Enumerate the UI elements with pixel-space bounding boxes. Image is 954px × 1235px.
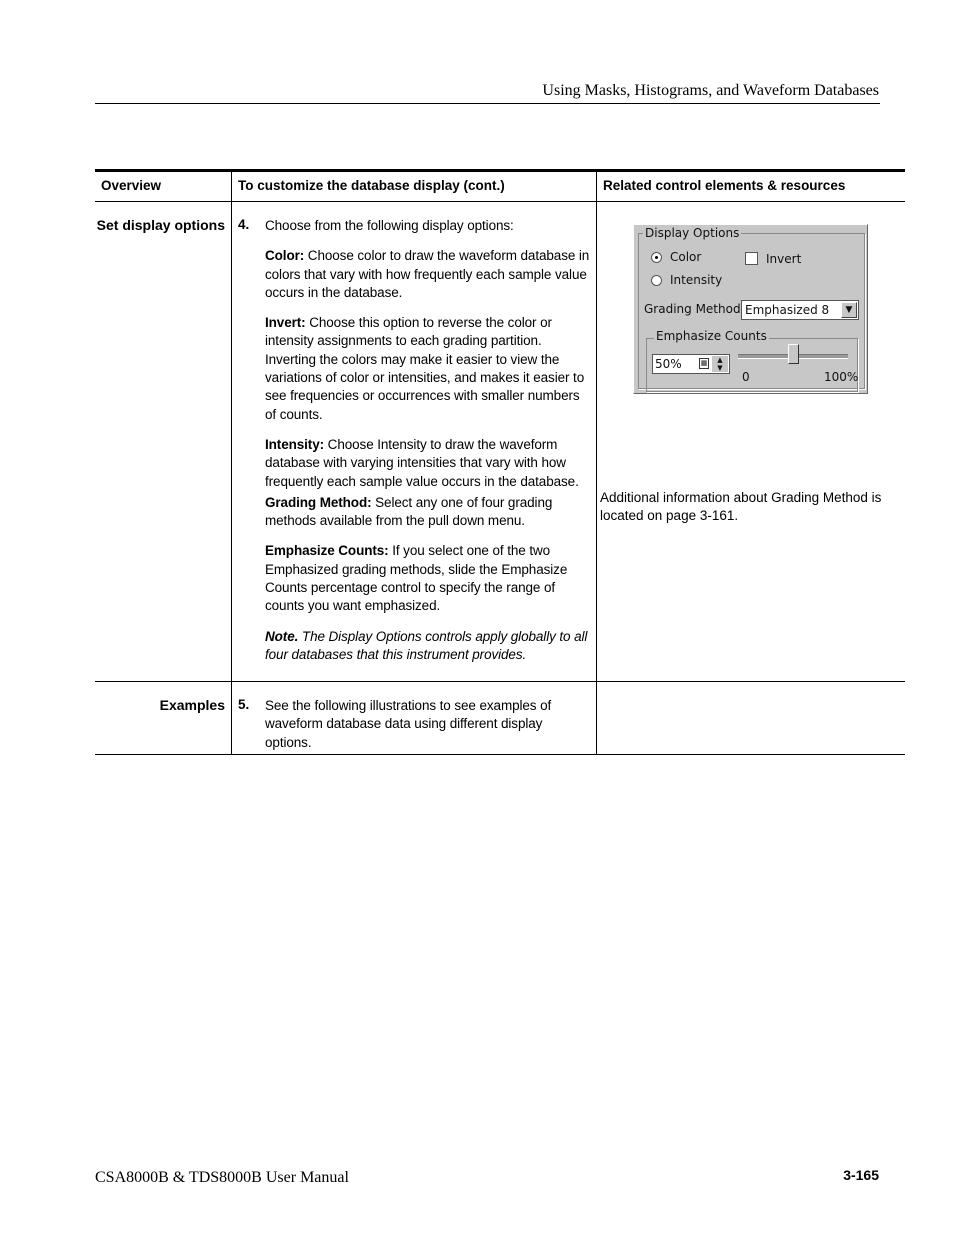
- resources-cell: [596, 682, 905, 754]
- emphasize-counts-input[interactable]: [652, 354, 730, 374]
- desc: Choose Intensity to draw the waveform database with varying intensities that vary with how frequently each sample value occurs in the database.: [265, 436, 579, 489]
- step-5: [231, 682, 596, 754]
- footer-manual-title: CSA8000B & TDS8000B User Manual: [95, 1169, 349, 1186]
- step-text: See the following illustrations to see examples of waveform database data using different display options.: [265, 698, 552, 750]
- display-options-dialog: [633, 224, 868, 394]
- term: Grading Method:: [265, 494, 372, 510]
- intensity-radio[interactable]: [651, 275, 662, 286]
- term: Invert:: [265, 315, 306, 331]
- step-number: 4.: [238, 217, 250, 232]
- desc: Choose color to draw the waveform database in colors that vary with how frequently each sample value occurs in the database.: [265, 248, 590, 300]
- grading-method-reference: Additional information about Grading Method is located on page 3-161.: [600, 490, 882, 524]
- color-radio[interactable]: [651, 252, 662, 263]
- term: Emphasize Counts:: [265, 543, 389, 559]
- slider-max-label: 100%: [824, 370, 859, 384]
- emphasize-counts-value: 50%: [655, 357, 682, 371]
- emphasize-counts-title: Emphasize Counts: [656, 329, 767, 343]
- table-row: [95, 682, 905, 755]
- step-intro: Choose from the following display options:: [265, 218, 514, 233]
- step-number: 5.: [238, 697, 250, 712]
- table-header-row: [95, 172, 905, 202]
- header-rule: [95, 103, 880, 104]
- color-label: Color: [670, 250, 702, 264]
- overview-set-display-options: Set display options: [96, 217, 225, 233]
- desc: Choose this option to reverse the color or intensity assignments to each grading partition. Inverting the colors may make it easier to view the variations of color or intensities, and makes it easier to see frequencies or occurrences with smaller numbers of counts.: [265, 315, 585, 422]
- col-header-procedure: To customize the database display (cont.): [231, 172, 596, 201]
- invert-checkbox[interactable]: [745, 252, 758, 265]
- overview-examples: Examples: [159, 697, 225, 713]
- note-text: The Display Options controls apply globally to all four databases that this instrument provides.: [265, 628, 588, 662]
- term: Intensity:: [265, 436, 325, 452]
- option-emphasize-counts: [265, 542, 590, 615]
- chevron-down-icon[interactable]: ▼: [841, 302, 857, 318]
- emphasize-slider-thumb[interactable]: [788, 344, 799, 364]
- radio-selected-dot: [655, 256, 658, 259]
- option-invert: [265, 314, 590, 424]
- grading-method-select[interactable]: [741, 300, 859, 320]
- step-4: [231, 202, 596, 681]
- slider-min-label: 0: [742, 370, 750, 384]
- grading-method-label: Grading Method: [644, 302, 741, 316]
- page-number: 3-165: [843, 1167, 879, 1183]
- running-header: Using Masks, Histograms, and Waveform Databases: [542, 82, 879, 99]
- note-term: Note.: [265, 628, 299, 644]
- spin-arrows-icon[interactable]: ▲ ▼: [712, 356, 728, 372]
- term: Color:: [265, 248, 305, 264]
- option-grading-method: [265, 494, 590, 531]
- grading-method-value: Emphasized 8: [745, 303, 830, 317]
- keypad-icon[interactable]: ▦: [700, 359, 708, 367]
- col-header-resources: Related control elements & resources: [596, 172, 905, 201]
- group-title: Display Options: [645, 226, 740, 240]
- invert-label: Invert: [766, 252, 802, 266]
- note: [265, 628, 590, 665]
- col-header-overview: Overview: [101, 178, 162, 193]
- option-intensity: [265, 436, 590, 491]
- intensity-label: Intensity: [670, 273, 723, 287]
- option-color: [265, 247, 590, 302]
- desc: If you select one of the two Emphasized grading methods, slide the Emphasize Counts percentage control to specify the range of counts you want emphasized.: [265, 543, 568, 614]
- desc: Select any one of four grading methods available from the pull down menu.: [265, 494, 553, 529]
